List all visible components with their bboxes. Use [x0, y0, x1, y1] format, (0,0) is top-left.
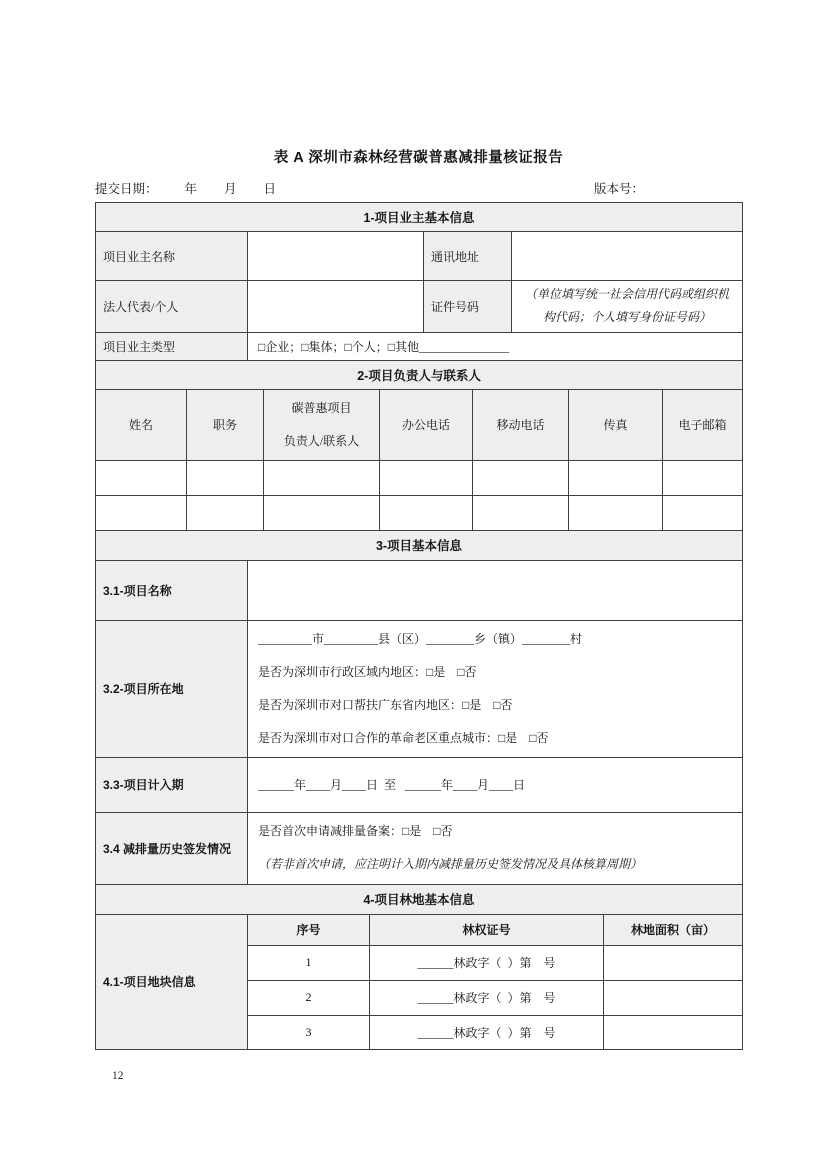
section-2-table [95, 360, 743, 531]
owner-name-value-cell [248, 232, 424, 281]
cell-position [187, 460, 264, 495]
plot-area-cell [604, 1015, 743, 1049]
legal-rep-label: 法人代表/个人 [96, 281, 248, 333]
plot-cert-no: ______林政字（ ）第 号 [370, 980, 604, 1015]
plot-cert-no: ______林政字（ ）第 号 [370, 945, 604, 980]
section-3-header: 3-项目基本信息 [96, 530, 743, 560]
column-header-forest-area: 林地面积（亩） [604, 914, 743, 945]
project-name-label: 3.1-项目名称 [96, 560, 248, 620]
section-4-table [95, 884, 743, 1050]
date-year-label: 年 [184, 182, 198, 196]
owner-type-options: □企业；□集体；□个人；□其他_______________ [248, 332, 743, 360]
meta-row [95, 179, 742, 197]
project-location-content [248, 620, 743, 757]
contact-row [96, 495, 743, 530]
column-header-role-line2: 负责人/联系人 [283, 433, 360, 448]
plot-area-cell [604, 945, 743, 980]
postal-address-value-cell [512, 232, 743, 281]
id-number-note: （单位填写统一社会信用代码或组织机构代码；个人填写身份证号码） [512, 281, 743, 333]
column-header-office-phone: 办公电话 [380, 389, 473, 460]
project-name-value-cell [248, 560, 743, 620]
submission-date-label: 提交日期： [95, 182, 158, 196]
date-day-label: 日 [263, 182, 277, 196]
plot-serial-no: 3 [248, 1015, 370, 1049]
plot-serial-no: 1 [248, 945, 370, 980]
cell-email [663, 460, 743, 495]
block-info-label: 4.1-项目地块信息 [96, 914, 248, 1049]
legal-rep-value-cell [248, 281, 424, 333]
cell-fax [569, 460, 663, 495]
location-question-shenzhen-area: 是否为深圳市行政区域内地区：□是 □否 [258, 664, 477, 679]
plot-cert-no: ______林政字（ ）第 号 [370, 1015, 604, 1049]
cell-role [264, 495, 380, 530]
column-header-mobile-phone: 移动电话 [473, 389, 569, 460]
cell-office-phone [380, 460, 473, 495]
submission-date-line [95, 179, 276, 197]
id-number-label: 证件号码 [424, 281, 512, 333]
issuance-history-note: （若非首次申请，应注明计入期内减排量历史签发情况及具体核算周期） [258, 857, 643, 872]
location-question-paired-assistance: 是否为深圳市对口帮扶广东省内地区：□是 □否 [258, 697, 513, 712]
owner-type-label: 项目业主类型 [96, 332, 248, 360]
column-header-role-line1: 碳普惠项目 [291, 400, 352, 415]
cell-email [663, 495, 743, 530]
issuance-history-label: 3.4 减排量历史签发情况 [96, 812, 248, 884]
cell-mobile-phone [473, 460, 569, 495]
project-location-label: 3.2-项目所在地 [96, 620, 248, 757]
section-2-header: 2-项目负责人与联系人 [96, 360, 743, 389]
page-number: 12 [112, 1070, 124, 1082]
column-header-email: 电子邮箱 [663, 389, 743, 460]
location-question-revolutionary-area: 是否为深圳市对口合作的革命老区重点城市：□是 □否 [258, 730, 549, 745]
cell-position [187, 495, 264, 530]
column-header-position: 职务 [187, 389, 264, 460]
column-header-role [264, 389, 380, 460]
cell-fax [569, 495, 663, 530]
issuance-history-question: 是否首次申请减排量备案：□是 □否 [258, 824, 453, 839]
column-header-name: 姓名 [96, 389, 187, 460]
column-header-forest-cert-no: 林权证号 [370, 914, 604, 945]
cell-office-phone [380, 495, 473, 530]
cell-mobile-phone [473, 495, 569, 530]
crediting-period-value: ______年____月____日 至 ______年____月____日 [248, 757, 743, 812]
version-label: 版本号： [593, 182, 644, 196]
location-blank-line: _________市_________县（区）________乡（镇）________村 [258, 631, 583, 646]
postal-address-label: 通讯地址 [424, 232, 512, 281]
cell-name [96, 460, 187, 495]
plot-serial-no: 2 [248, 980, 370, 1015]
section-1-table [95, 202, 743, 361]
column-header-fax: 传真 [569, 389, 663, 460]
section-4-header: 4-项目林地基本信息 [96, 884, 743, 914]
section-3-table [95, 530, 743, 885]
issuance-history-content [248, 812, 743, 884]
column-header-serial-no: 序号 [248, 914, 370, 945]
contact-row [96, 460, 743, 495]
crediting-period-label: 3.3-项目计入期 [96, 757, 248, 812]
document-title: 表 A 深圳市森林经营碳普惠减排量核证报告 [273, 150, 564, 166]
form-table [95, 202, 742, 1050]
section-1-header: 1-项目业主基本信息 [96, 203, 743, 232]
plot-area-cell [604, 980, 743, 1015]
cell-role [264, 460, 380, 495]
cell-name [96, 495, 187, 530]
owner-name-label: 项目业主名称 [96, 232, 248, 281]
date-month-label: 月 [224, 182, 237, 196]
